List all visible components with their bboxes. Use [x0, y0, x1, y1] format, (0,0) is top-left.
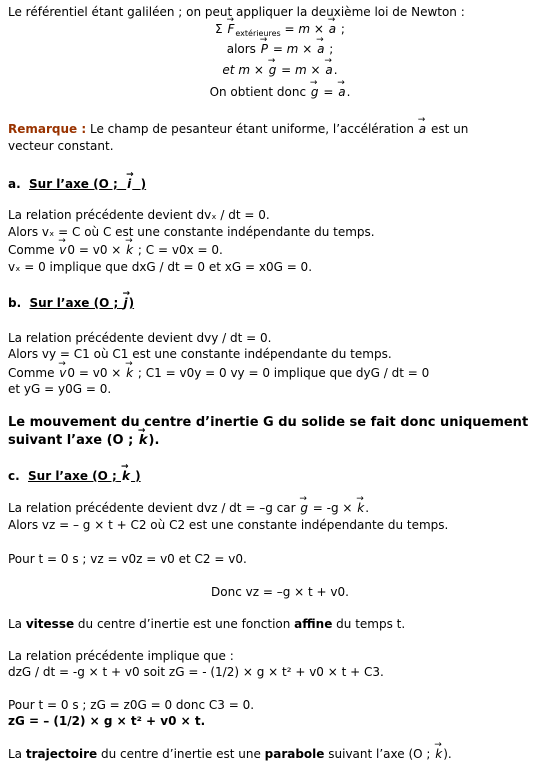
vector-k: → k — [138, 433, 149, 448]
vector-v: → v — [58, 366, 67, 381]
section-b-line-3: Comme → v0 = v0 × → k ; C1 = v0y = 0 vy = 0 implique que dyG / dt = 0 — [8, 366, 429, 381]
section-a-line-1: La relation précédente devient dvₓ / dt = 0. — [8, 208, 270, 222]
section-c-line-3: Pour t = 0 s ; vz = v0z = v0 et C2 = v0. — [8, 552, 247, 566]
section-b-line-1: La relation précédente devient dvy / dt = 0. — [8, 331, 272, 345]
vector-k: → k — [121, 469, 131, 484]
vector-g: → g — [299, 501, 309, 516]
vector-i: → i — [126, 177, 132, 192]
section-c-line-1: La relation précédente devient dvz / dt = –g car → g = -g × → k. — [8, 501, 369, 516]
section-c-line-9: zG = – (1/2) × g × t² + v0 × t. — [8, 714, 206, 728]
section-b-line-2: Alors vy = C1 où C1 est une constante indépendante du temps. — [8, 347, 392, 361]
section-c-line-6: La relation précédente implique que : — [8, 649, 234, 663]
conclusion-line-2: suivant l’axe (O ; → k). — [8, 433, 159, 448]
equation-g-equals-a: On obtient donc → g = → a. — [0, 85, 560, 100]
vector-a: → a — [337, 85, 346, 100]
equation-weight: alors → P = m × → a ; — [0, 42, 560, 57]
equation-mg: et m × → g = m × → a. — [0, 63, 560, 78]
remark-label: Remarque : — [8, 122, 87, 136]
section-b-line-4: et yG = y0G = 0. — [8, 382, 112, 396]
vector-g: → g — [310, 85, 320, 100]
intro-text: Le référentiel étant galiléen ; on peut appliquer la deuxième loi de Newton : — [8, 5, 465, 19]
vector-a: → a — [316, 42, 325, 57]
remark-line-1: Remarque : Le champ de pesanteur étant uniforme, l’accélération → a est un — [8, 122, 468, 137]
equation-sum-forces: $\Sigma \to F_{extérieures} = m$ × → a ; — [0, 22, 560, 41]
vector-F: → F — [226, 22, 235, 37]
vector-k: → k — [125, 243, 134, 258]
section-b-heading: b. Sur l’axe (O ; → j) — [8, 296, 134, 311]
conclusion-line-1: Le mouvement du centre d’inertie G du solide se fait donc uniquement — [8, 415, 529, 430]
vector-a: → a — [418, 122, 427, 137]
section-c-heading: c. Sur l’axe (O ; → k ) — [8, 469, 141, 484]
section-c-line-7: dzG / dt = -g × t + v0 soit zG = - (1/2) × g × t² + v0 × t + C3. — [8, 665, 384, 679]
section-a-heading: a. Sur l’axe (O ; → i ) — [8, 177, 146, 192]
vector-P: → P — [260, 42, 269, 57]
section-a-line-4: vₓ = 0 implique que dxG / dt = 0 et xG = x0G = 0. — [8, 260, 313, 274]
vector-g: → g — [268, 63, 278, 78]
remark-line-2: vecteur constant. — [8, 139, 114, 153]
vector-j: → j — [122, 296, 128, 311]
section-c-line-5: La vitesse du centre d’inertie est une fonction affine du temps t. — [8, 617, 406, 631]
section-c-line-10: La trajectoire du centre d’inertie est une parabole suivant l’axe (O ; → k). — [8, 747, 452, 762]
section-a-line-2: Alors vₓ = C où C est une constante indépendante du temps. — [8, 225, 375, 239]
vector-a: → a — [324, 63, 333, 78]
section-c-line-2: Alors vz = – g × t + C2 où C2 est une constante indépendante du temps. — [8, 518, 449, 532]
vector-k: → k — [434, 747, 443, 762]
vector-a: → a — [328, 22, 337, 37]
vector-v: → v — [58, 243, 67, 258]
vector-k: → k — [125, 366, 134, 381]
section-c-velocity-result: Donc vz = –g × t + v0. — [211, 585, 349, 599]
vector-k: → k — [356, 501, 365, 516]
section-a-line-3: Comme → v0 = v0 × → k ; C = v0x = 0. — [8, 243, 223, 258]
section-c-line-8: Pour t = 0 s ; zG = z0G = 0 donc C3 = 0. — [8, 698, 255, 712]
